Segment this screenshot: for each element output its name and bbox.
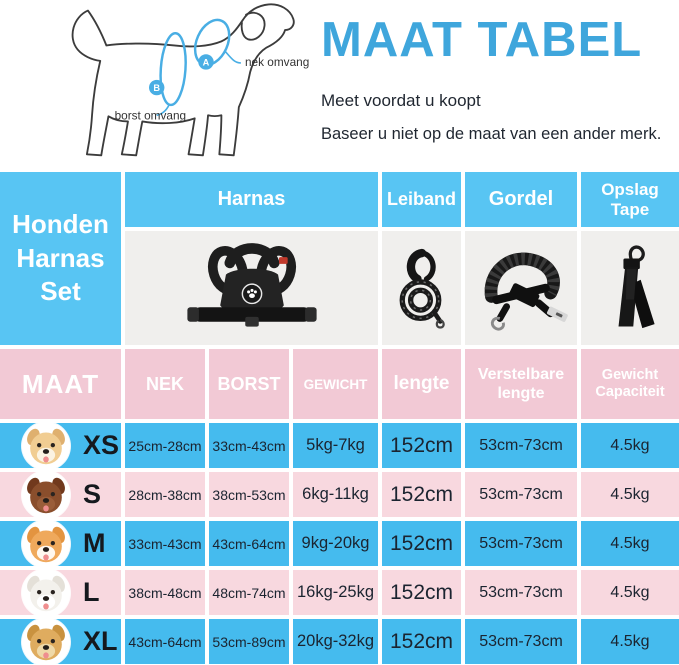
xl-nek-value: 43cm-64cm xyxy=(125,619,205,664)
s-gewicht-value: 6kg-11kg xyxy=(293,472,378,517)
xl-verstelbare-value: 53cm-73cm xyxy=(465,619,577,664)
m-nek-value: 33cm-43cm xyxy=(125,521,205,566)
marker-b-label: B xyxy=(153,83,161,94)
storage-tape-image xyxy=(589,234,671,342)
l-verstelbare-value: 53cm-73cm xyxy=(465,570,577,615)
chest-measure-label: borst omvang xyxy=(114,108,187,123)
seatbelt-product-cell xyxy=(465,231,577,345)
l-gewicht-value: 16kg-25kg xyxy=(293,570,378,615)
column-header-leiband: Leiband xyxy=(382,172,461,227)
table-row-s-id-cell xyxy=(0,472,121,517)
column-header-opslag-tape: Opslag Tape xyxy=(581,172,679,227)
set-title-cell xyxy=(0,172,121,345)
m-gewicht-value: 9kg-20kg xyxy=(293,521,378,566)
size-header-lengte: lengte xyxy=(382,349,461,419)
intro-block xyxy=(321,13,673,144)
table-row-l-id-cell xyxy=(0,570,121,615)
xl-gewicht-value: 20kg-32kg xyxy=(293,619,378,664)
xs-borst-value: 33cm-43cm xyxy=(209,423,289,468)
size-label: XL xyxy=(83,626,118,656)
subtitle-line-1: Meet voordat u koopt xyxy=(321,91,481,110)
xl-borst-value: 53cm-89cm xyxy=(209,619,289,664)
table-row-xs-id-cell xyxy=(0,423,121,468)
size-header-nek: NEK xyxy=(125,349,205,419)
column-header-gordel: Gordel xyxy=(465,172,577,227)
pomeranian-photo xyxy=(22,422,70,470)
m-capaciteit-value: 4.5kg xyxy=(581,521,679,566)
m-borst-value: 43cm-64cm xyxy=(209,521,289,566)
s-capaciteit-value: 4.5kg xyxy=(581,472,679,517)
xl-lengte-value: 152cm xyxy=(382,619,461,664)
marker-a-label: A xyxy=(202,57,210,68)
m-verstelbare-value: 53cm-73cm xyxy=(465,521,577,566)
table-row-m-id-cell xyxy=(0,521,121,566)
l-capaciteit-value: 4.5kg xyxy=(581,570,679,615)
size-header-maat: MAAT xyxy=(0,349,121,419)
seatbelt-image xyxy=(466,234,576,342)
measurement-overlays xyxy=(115,15,310,123)
column-header-harnas: Harnas xyxy=(125,172,378,227)
size-label: M xyxy=(83,528,106,558)
golden-retriever-photo xyxy=(22,618,70,665)
s-lengte-value: 152cm xyxy=(382,472,461,517)
page-title: MAAT TABEL xyxy=(321,13,643,67)
set-title: Honden Harnas Set xyxy=(12,208,109,307)
size-table xyxy=(0,172,679,664)
xl-capaciteit-value: 4.5kg xyxy=(581,619,679,664)
size-label: L xyxy=(83,577,100,607)
xs-nek-value: 25cm-28cm xyxy=(125,423,205,468)
size-header-gewicht-capaciteit: Gewicht Capaciteit xyxy=(581,349,679,419)
neck-measure-label: nek omvang xyxy=(245,55,310,70)
neck-label-leader xyxy=(225,52,240,63)
size-header-verstelbare-lengte: Verstelbare lengte xyxy=(465,349,577,419)
dog-measure-diagram xyxy=(14,0,322,170)
s-verstelbare-value: 53cm-73cm xyxy=(465,472,577,517)
s-nek-value: 28cm-38cm xyxy=(125,472,205,517)
s-borst-value: 38cm-53cm xyxy=(209,472,289,517)
xs-capaciteit-value: 4.5kg xyxy=(581,423,679,468)
dog-leash-image xyxy=(384,234,460,342)
size-label: S xyxy=(83,479,102,509)
l-lengte-value: 152cm xyxy=(382,570,461,615)
m-lengte-value: 152cm xyxy=(382,521,461,566)
size-header-borst: BORST xyxy=(209,349,289,419)
xs-verstelbare-value: 53cm-73cm xyxy=(465,423,577,468)
xs-lengte-value: 152cm xyxy=(382,423,461,468)
harness-product-cell xyxy=(125,231,378,345)
dog-harness-image xyxy=(177,234,327,342)
l-borst-value: 48cm-74cm xyxy=(209,570,289,615)
l-nek-value: 38cm-48cm xyxy=(125,570,205,615)
subtitle-line-2: Baseer u niet op de maat van een ander merk. xyxy=(321,125,662,143)
brown-poodle-photo xyxy=(22,471,70,519)
leash-product-cell xyxy=(382,231,461,345)
storage-tape-product-cell xyxy=(581,231,679,345)
size-header-gewicht: GEWICHT xyxy=(293,349,378,419)
xs-gewicht-value: 5kg-7kg xyxy=(293,423,378,468)
chest-measure-loop xyxy=(158,32,188,105)
table-row-xl-id-cell xyxy=(0,619,121,664)
samoyed-photo xyxy=(22,569,70,617)
shiba-inu-photo xyxy=(22,520,70,568)
size-label: XS xyxy=(83,430,120,460)
